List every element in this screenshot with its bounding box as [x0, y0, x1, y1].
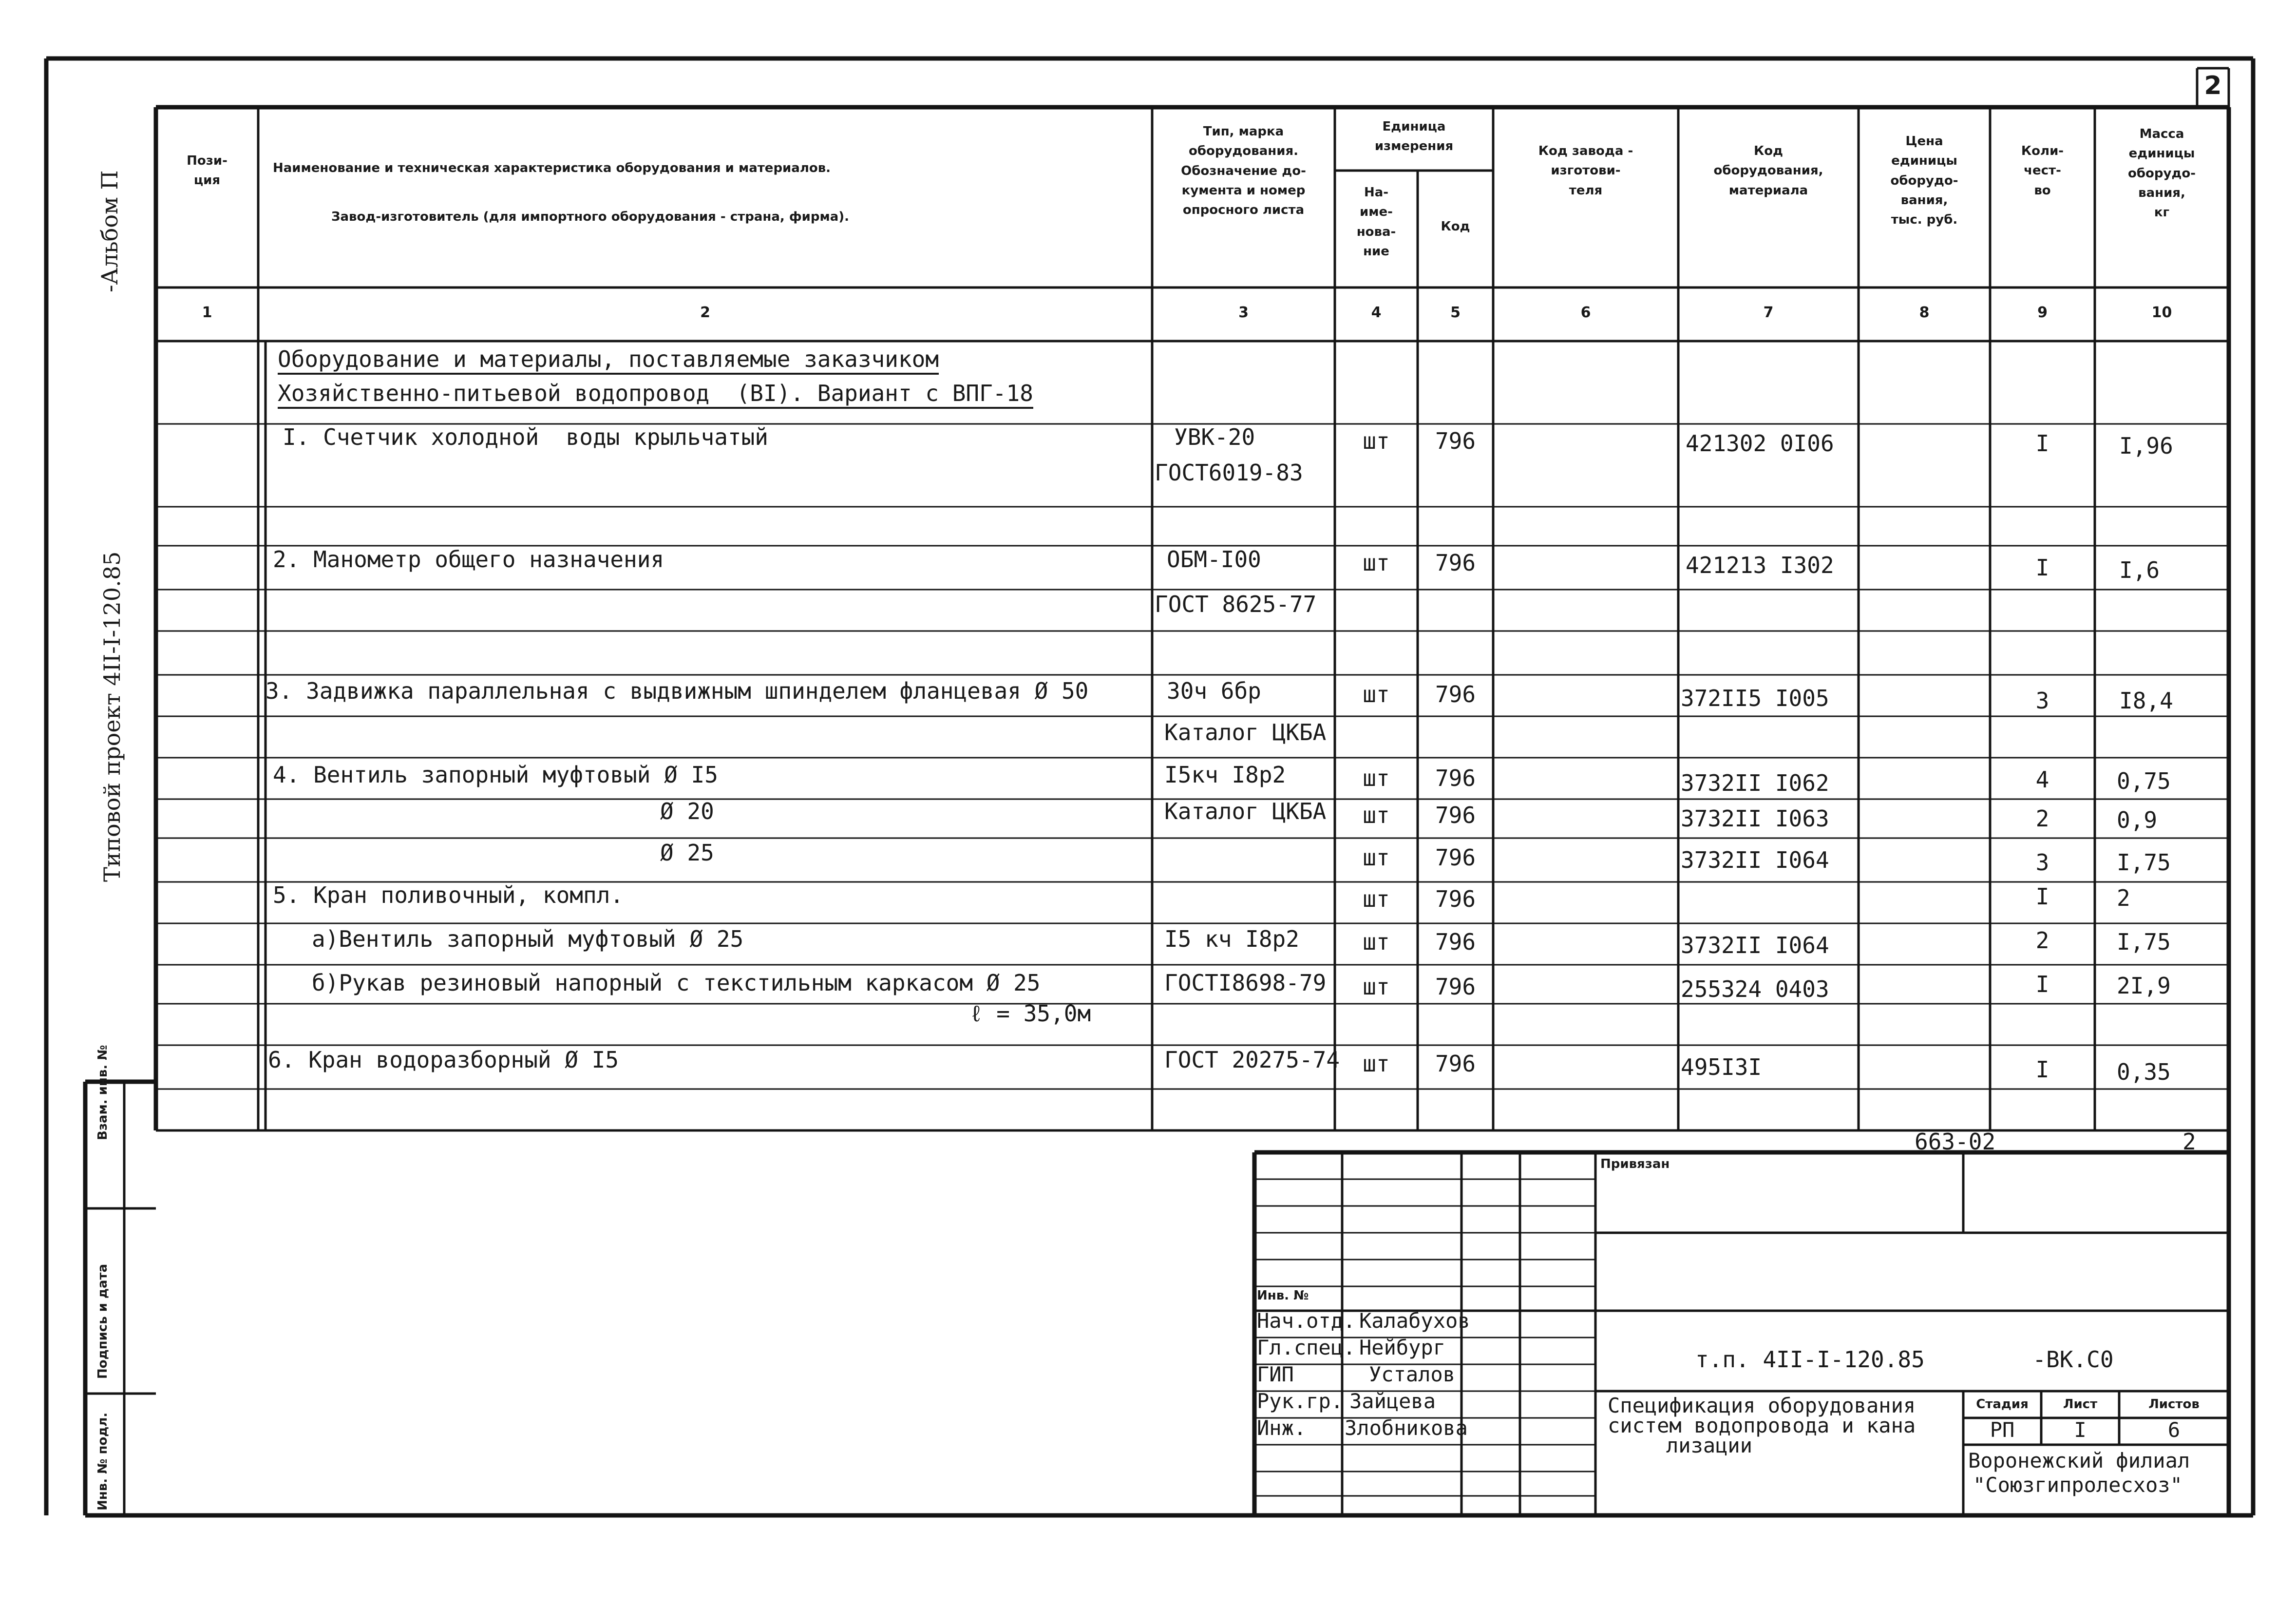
- row-type: ГОСТ6019-83: [1155, 459, 1303, 486]
- row-code: 796: [1435, 1051, 1476, 1077]
- header-quantity: Коли- чест- во: [2021, 144, 2064, 198]
- doc-title-line3: лизации: [1666, 1434, 1753, 1457]
- row-type: ГОСТI8698-79: [1164, 970, 1327, 996]
- person-name: Зайцева: [1349, 1389, 1436, 1413]
- col-number: 7: [1763, 304, 1774, 321]
- header-equipment-code: Код оборудования, материала: [1713, 144, 1823, 198]
- row-mass: I,96: [2119, 433, 2173, 459]
- row-mass: I,6: [2119, 557, 2160, 583]
- row-qty: I: [2035, 430, 2049, 457]
- header-name-line2: Завод-изготовитель (для импортного оборудования - страна, фирма).: [331, 210, 850, 224]
- album-label: -Альбом П: [96, 170, 123, 292]
- sheet-value: I: [2074, 1418, 2087, 1442]
- col-number: 10: [2151, 304, 2172, 321]
- row-code: 796: [1435, 886, 1476, 912]
- row-code: 796: [1435, 802, 1476, 828]
- header-unit: Единица измерения: [1374, 119, 1454, 154]
- row-type: УВК-20: [1174, 424, 1255, 450]
- bound-label: Привязан: [1600, 1157, 1670, 1171]
- row-type: ГОСТ 8625-77: [1155, 591, 1317, 617]
- role-label: ГИП: [1257, 1362, 1294, 1386]
- row-name: а)Вентиль запорный муфтовый Ø 25: [312, 926, 744, 952]
- stage-label: Стадия: [1976, 1397, 2029, 1412]
- row-name: I. Счетчик холодной воды крыльчатый: [283, 424, 768, 450]
- inv-orig-label: Инв. № подл.: [95, 1412, 110, 1510]
- doc-code-top: 663-02: [1915, 1128, 1996, 1155]
- row-qty: I: [2035, 1056, 2049, 1083]
- role-label: Гл.спец.: [1257, 1336, 1356, 1359]
- col-number: 1: [202, 304, 212, 321]
- row-equip: 421302 0I06: [1686, 430, 1834, 457]
- row-type: 30ч 6бр: [1167, 678, 1261, 704]
- row-unit: шт: [1363, 550, 1390, 576]
- designation: т.п. 4II-I-120.85 -ВК.С0: [1695, 1346, 2114, 1373]
- row-mass: I,75: [2117, 929, 2171, 955]
- row-name: 6. Кран водоразборный Ø I5: [268, 1047, 619, 1073]
- doc-title-line1: Спецификация оборудования: [1608, 1394, 1916, 1417]
- org-line2: "Союзгипролесхоз": [1973, 1473, 2182, 1497]
- col-number: 4: [1371, 304, 1382, 321]
- row-name: 4. Вентиль запорный муфтовый Ø I5: [273, 762, 718, 788]
- row-mass: 2I,9: [2117, 973, 2171, 999]
- row-unit: шт: [1363, 929, 1390, 955]
- row-qty: 3: [2035, 688, 2049, 714]
- sheets-value: 6: [2167, 1418, 2181, 1442]
- col-number: 8: [1919, 304, 1930, 321]
- header-factory-code: Код завода - изготови- теля: [1538, 144, 1633, 198]
- header-price: Цена единицы оборудо- вания, тыс. руб.: [1890, 134, 1958, 228]
- row-equip: 495I3I: [1681, 1054, 1762, 1080]
- row-mass: I8,4: [2119, 688, 2173, 714]
- row-code: 796: [1435, 681, 1476, 707]
- sheet-top: 2: [2182, 1128, 2196, 1155]
- row-qty: I: [2035, 883, 2049, 910]
- sign-date-label: Подпись и дата: [95, 1263, 110, 1379]
- row-unit: шт: [1363, 1051, 1390, 1077]
- row-type: ГОСТ 20275-74: [1164, 1047, 1340, 1073]
- row-equip: 421213 I302: [1686, 552, 1834, 578]
- row-equip: 372II5 I005: [1681, 685, 1829, 711]
- row-mass: I,75: [2117, 849, 2171, 876]
- row-type: ОБМ-I00: [1167, 546, 1261, 573]
- doc-title-line2: систем водопровода и кана: [1608, 1414, 1916, 1437]
- person-name: Злобникова: [1345, 1416, 1468, 1440]
- row-mass: 2: [2117, 885, 2130, 911]
- role-label: Инж.: [1257, 1416, 1307, 1440]
- section-subtitle: Хозяйственно-питьевой водопровод (BI). Вариант с ВПГ-18: [278, 381, 1033, 409]
- row-unit: шт: [1363, 765, 1390, 791]
- row-unit: шт: [1363, 886, 1390, 912]
- col-number: 3: [1238, 304, 1249, 321]
- role-label: Нач.отд.: [1257, 1309, 1356, 1333]
- row-name: 2. Манометр общего назначения: [273, 546, 664, 573]
- sheet-label: Лист: [2063, 1397, 2098, 1412]
- row-name: Ø 25: [660, 840, 714, 866]
- row-qty: 2: [2035, 927, 2049, 954]
- row-mass: 0,35: [2117, 1059, 2171, 1085]
- row-qty: I: [2035, 554, 2049, 581]
- row-equip: 3732II I064: [1681, 932, 1829, 958]
- row-code: 796: [1435, 974, 1476, 1000]
- row-equip: 3732II I063: [1681, 805, 1829, 832]
- row-mass: 0,75: [2117, 768, 2171, 794]
- row-type: Каталог ЦКБА: [1164, 798, 1327, 824]
- stage-value: РП: [1990, 1418, 2015, 1442]
- row-mass: 0,9: [2117, 807, 2158, 833]
- row-type: I5кч I8р2: [1164, 762, 1286, 788]
- col-number: 2: [700, 304, 710, 321]
- header-unit-name: На- име- нова- ние: [1356, 185, 1396, 259]
- col-number: 9: [2037, 304, 2048, 321]
- section-title: Оборудование и материалы, поставляемые заказчиком: [278, 347, 939, 375]
- row-equip: 3732II I064: [1681, 847, 1829, 873]
- row-unit: шт: [1363, 974, 1390, 1000]
- row-qty: 3: [2035, 849, 2049, 876]
- row-equip: 3732II I062: [1681, 770, 1829, 796]
- row-name: ℓ = 35,0м: [969, 1000, 1091, 1027]
- row-name: 3. Задвижка параллельная с выдвижным шпинделем фланцевая Ø 50: [266, 678, 1089, 704]
- col-number: 6: [1580, 304, 1591, 321]
- row-code: 796: [1435, 428, 1476, 454]
- row-name: Ø 20: [660, 798, 714, 824]
- row-code: 796: [1435, 550, 1476, 576]
- inv-no-label: Инв. №: [1257, 1288, 1309, 1303]
- row-name: б)Рукав резиновый напорный с текстильным каркасом Ø 25: [312, 970, 1041, 996]
- row-code: 796: [1435, 765, 1476, 791]
- row-qty: 4: [2035, 766, 2049, 793]
- person-name: Усталов: [1369, 1362, 1456, 1386]
- col-number: 5: [1450, 304, 1461, 321]
- row-code: 796: [1435, 929, 1476, 955]
- org-line1: Воронежский филиал: [1968, 1449, 2190, 1472]
- sheets-label: Листов: [2148, 1397, 2200, 1412]
- row-unit: шт: [1363, 681, 1390, 707]
- header-name-line1: Наименование и техническая характеристика оборудования и материалов.: [273, 161, 831, 175]
- row-unit: шт: [1363, 428, 1390, 454]
- person-name: Нейбург: [1359, 1336, 1446, 1359]
- header-type: Тип, марка оборудования. Обозначение до- кумента и номер опросного листа: [1181, 124, 1306, 218]
- swap-inv-label: Взам. инв. №: [95, 1045, 110, 1140]
- sheet-number: 2: [2204, 71, 2222, 100]
- row-type: Каталог ЦКБА: [1164, 719, 1327, 746]
- header-unit-code: Код: [1441, 219, 1470, 234]
- header-position: Пози- ция: [187, 153, 228, 188]
- row-qty: 2: [2035, 805, 2049, 832]
- row-equip: 255324 0403: [1681, 976, 1829, 1002]
- project-label: Типовой проект 4II-I-120.85: [99, 551, 125, 882]
- row-name: 5. Кран поливочный, компл.: [273, 882, 624, 908]
- person-name: Калабухов: [1359, 1309, 1470, 1333]
- row-code: 796: [1435, 844, 1476, 871]
- role-label: Рук.гр.: [1257, 1389, 1344, 1413]
- row-type: I5 кч I8р2: [1164, 926, 1299, 952]
- row-qty: I: [2035, 971, 2049, 997]
- header-mass: Масса единицы оборудо- вания, кг: [2127, 127, 2196, 220]
- row-unit: шт: [1363, 802, 1390, 828]
- row-unit: шт: [1363, 844, 1390, 871]
